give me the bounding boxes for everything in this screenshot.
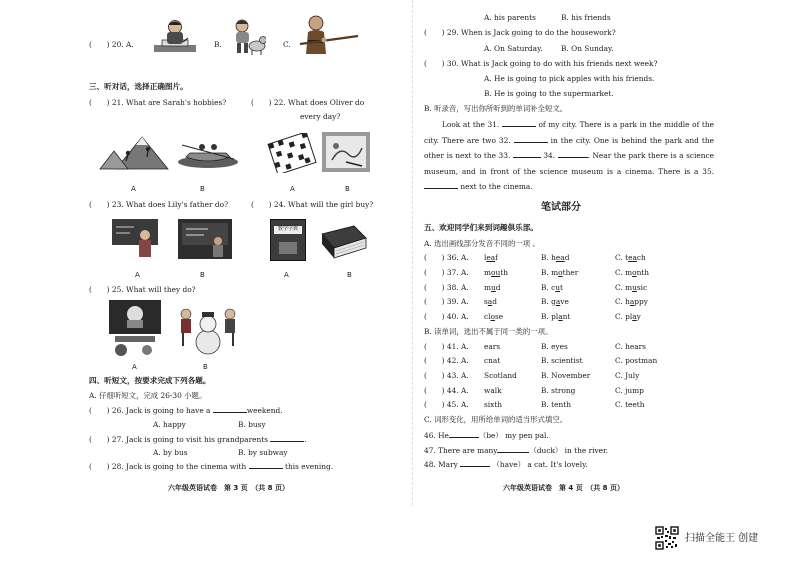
passage-part-6: next to the cinema. — [460, 182, 533, 191]
teacher-picture — [112, 219, 158, 261]
q47-stem: 47. There are many — [424, 446, 498, 455]
section-5-heading: 五、欢迎同学们来到词趣俱乐部。 — [424, 223, 538, 232]
underlined-sound: ea — [486, 253, 496, 262]
underlined-sound: u — [491, 283, 496, 292]
word-part: c — [551, 283, 556, 292]
q28-option-a: A. his parents — [484, 13, 536, 22]
q30-option-b: B. He is going to the supermarket. — [484, 89, 614, 98]
underlined-sound: o — [558, 268, 563, 277]
q21-label-b: B — [200, 185, 205, 193]
underlined-sound: ou — [491, 268, 501, 277]
phonics-option-c-letter: C. — [615, 283, 626, 292]
odd-question-number: ( ) 43. A. — [424, 371, 469, 380]
word-part: m — [551, 268, 559, 277]
word-part: sic — [636, 283, 648, 292]
phonics-option-b-letter: B. — [541, 283, 552, 292]
phonics-option-c-letter: C. — [615, 297, 626, 306]
word-part: th — [500, 268, 508, 277]
odd-option-b: B. scientist — [541, 356, 583, 365]
phonics-option-c — [615, 313, 641, 322]
odd-option-b: B. strong — [541, 386, 576, 395]
scanner-watermark: 扫描全能王 创建 — [685, 533, 759, 544]
q29-option-a: A. On Saturday. — [484, 44, 543, 53]
q26-blank — [213, 406, 247, 413]
blank-32 — [514, 136, 548, 143]
word-part: s — [484, 297, 488, 306]
q28-option-b: B. his friends — [561, 13, 611, 22]
phonics-option-a — [484, 298, 497, 307]
q23-text: ( ) 23. What does Lily's father do? — [89, 200, 229, 209]
underlined-sound: a — [629, 297, 635, 306]
underlined-sound: ea — [555, 253, 565, 262]
dictionary-picture — [318, 224, 370, 262]
q20-number: ( ) 20. A. — [89, 40, 134, 49]
q23-label-a: A — [135, 271, 140, 279]
phonics-question-number: ( ) 39. A. — [424, 297, 469, 306]
q30-text: ( ) 30. What is Jack going to do with his friends next week? — [424, 59, 658, 68]
page-divider — [412, 0, 413, 505]
word-part: g — [551, 297, 556, 306]
q27-option-a: A. by bus — [153, 448, 188, 457]
phonics-option-b-letter: B. — [541, 268, 552, 277]
right-footer: 六年级英语试卷 第 4 页 （共 8 页） — [503, 484, 624, 492]
q26-stem-end: weekend. — [246, 406, 283, 415]
mountain-climbing-picture — [98, 133, 170, 171]
phonics-option-c — [615, 284, 647, 293]
left-footer: 六年级英语试卷 第 3 页 （共 8 页） — [168, 484, 289, 492]
phonics-question-number: ( ) 37. A. — [424, 268, 469, 277]
underlined-sound: a — [632, 312, 637, 321]
underlined-sound: ea — [628, 253, 637, 262]
odd-option-b: B. tenth — [541, 400, 571, 409]
q30-option-a: A. He is going to pick apples with his friends. — [484, 74, 655, 83]
word-part: m — [625, 268, 633, 277]
q22-text-cont: every day? — [300, 112, 341, 121]
q21-label-a: A — [131, 185, 136, 193]
q26-stem: ( ) 26. Jack is going to have a — [89, 406, 211, 415]
passage-part-2: of my city. There is a park in the middle of the city. There are two 32. — [424, 120, 714, 145]
q26-text — [89, 406, 283, 416]
word-part: m — [484, 283, 492, 292]
written-part-heading: 笔试部分 — [541, 202, 581, 213]
q27-text — [89, 435, 307, 445]
odd-option-c: C. teeth — [615, 400, 645, 409]
odd-option-c: C. hears — [615, 342, 646, 351]
section-4-heading: 四、听短文，按要求完成下列各题。 — [89, 376, 211, 385]
q20-option-b: B. — [214, 40, 222, 49]
q48-stem: 48. Mary — [424, 460, 458, 469]
q46-text — [424, 431, 549, 441]
section-3-heading: 三、听对话，选择正确图片。 — [89, 82, 188, 91]
q22-label-b: B — [345, 185, 350, 193]
odd-option-a: sixth — [484, 400, 503, 409]
q28-blank — [249, 462, 283, 469]
book-title: 数学字典 — [274, 226, 302, 234]
word-part: nt — [562, 312, 571, 321]
phonics-option-b-letter: B. — [541, 297, 552, 306]
phonics-option-a — [484, 313, 503, 322]
odd-option-c: C. July — [615, 371, 640, 380]
q25-label-b: B — [203, 363, 208, 371]
underlined-sound: u — [555, 283, 561, 292]
phonics-question-number: ( ) 38. A. — [424, 283, 469, 292]
word-part: h — [625, 297, 630, 306]
word-part: f — [495, 253, 498, 262]
q28-stem: ( ) 28. Jack is going to the cinema with — [89, 462, 247, 471]
phonics-option-a — [484, 269, 508, 278]
section-5a-instruction: A. 选出画线部分发音不同的一项 。 — [424, 239, 540, 248]
word-part: d — [492, 297, 497, 306]
q29-text: ( ) 29. When is Jack going to do the housework? — [424, 28, 616, 37]
odd-option-a: Scotland — [484, 371, 517, 380]
cloze-passage — [424, 117, 714, 195]
word-part: d — [495, 283, 501, 292]
phonics-option-b — [541, 269, 578, 278]
phonics-option-b-letter: B. — [541, 253, 552, 262]
word-part: se — [494, 312, 504, 321]
underlined-sound: a — [558, 312, 563, 321]
q47-text — [424, 446, 608, 456]
word-part: pl — [551, 312, 559, 321]
q21-text: ( ) 21. What are Sarah's hobbies? — [89, 98, 227, 107]
q28-stem-end: this evening. — [285, 462, 334, 471]
computer-game-picture — [109, 300, 161, 358]
phonics-option-b-letter: B. — [541, 312, 552, 321]
q27-option-b: B. by subway — [238, 448, 288, 457]
q48-text — [424, 460, 588, 470]
phonics-option-b — [541, 284, 563, 293]
q25-label-a: A — [132, 363, 137, 371]
odd-option-a: ears — [484, 342, 501, 351]
word-part: pl — [625, 312, 633, 321]
phonics-option-a — [484, 254, 498, 263]
phonics-option-b — [541, 254, 569, 263]
phonics-option-c-letter: C. — [615, 253, 626, 262]
q47-blank — [497, 446, 529, 453]
word-part: m — [484, 268, 492, 277]
odd-option-a: cnat — [484, 356, 501, 365]
phonics-question-number: ( ) 40. A. — [424, 312, 469, 321]
passage-part-3: in the city. One is behind the park and the other is next to the 33. — [424, 135, 714, 160]
odd-option-b: B. November — [541, 371, 591, 380]
word-part: nth — [636, 268, 650, 277]
word-part: t — [625, 253, 629, 262]
q46-blank — [449, 431, 479, 438]
phonics-option-c — [615, 298, 648, 307]
odd-option-b: B. eyes — [541, 342, 568, 351]
odd-option-a: walk — [484, 386, 502, 395]
section-4a-instruction: A. 仔细听短文，完成 26-30 小题。 — [89, 391, 207, 400]
section-5b-instruction: B. 读单词，选出不属于同一类的一项。 — [424, 327, 553, 336]
q47-stem-end: （duck） in the river. — [529, 446, 609, 455]
word-part: d — [564, 253, 570, 262]
word-part: ppy — [634, 297, 648, 306]
q28-text — [89, 462, 333, 472]
word-part: l — [484, 253, 487, 262]
passage-part-1: Look at the 31. — [442, 120, 500, 129]
blank-33 — [513, 151, 541, 158]
phonics-option-b — [541, 313, 570, 322]
q48-blank — [460, 460, 490, 467]
odd-question-number: ( ) 41. A. — [424, 342, 469, 351]
passage-part-5: . Near the park there is a science museum, and in front of the science museum is a cinema. There is a 35. — [424, 151, 715, 176]
word-part: t — [560, 283, 564, 292]
word-part: m — [625, 283, 633, 292]
word-part: ch — [636, 253, 646, 262]
phonics-option-a — [484, 284, 501, 293]
q24-label-b: B — [347, 271, 352, 279]
odd-question-number: ( ) 44. A. — [424, 386, 469, 395]
odd-question-number: ( ) 42. A. — [424, 356, 469, 365]
q22-label-a: A — [290, 185, 295, 193]
phonics-option-c-letter: C. — [615, 312, 626, 321]
snowman-picture — [178, 302, 238, 356]
q27-stem-end: . — [304, 435, 307, 444]
odd-option-c: C. postman — [615, 356, 658, 365]
phonics-question-number: ( ) 36. A. — [424, 253, 469, 262]
underlined-sound: a — [487, 297, 493, 306]
q46-stem-end: （be） my pen pal. — [478, 431, 549, 440]
phonics-option-c — [615, 254, 646, 263]
crossword-puzzle-picture — [266, 133, 320, 173]
phonics-option-b — [541, 298, 569, 307]
section-5c-instruction: C. 词形变化，用所给单词的适当形式填空。 — [424, 415, 568, 424]
boy-writing-picture — [152, 18, 198, 56]
phonics-option-c-letter: C. — [615, 268, 626, 277]
phonics-option-c — [615, 269, 649, 278]
odd-option-c: C. jump — [615, 386, 644, 395]
underlined-sound: a — [555, 297, 561, 306]
painting-picture — [322, 132, 370, 172]
section-b-heading: B. 听录音，写出你所听到的单词补全短文。 — [424, 104, 568, 113]
math-dictionary-book — [270, 219, 306, 261]
q25-text: ( ) 25. What will they do? — [89, 285, 196, 294]
blank-31 — [502, 120, 536, 127]
odd-question-number: ( ) 45. A. — [424, 400, 469, 409]
q22-text: ( ) 22. What does Oliver do — [251, 98, 365, 107]
classroom-blackboard-picture — [178, 219, 232, 259]
boy-with-dog-picture — [224, 18, 266, 58]
q29-option-b: B. On Sunday. — [561, 44, 614, 53]
qr-code-icon — [655, 526, 679, 550]
underlined-sound: o — [490, 312, 495, 321]
blank-34 — [558, 151, 588, 158]
passage-part-4: 34. — [543, 151, 556, 160]
q46-stem: 46. He — [424, 431, 449, 440]
q48-stem-end: （have） a cat. It's lovely. — [492, 460, 588, 469]
rowing-boat-picture — [176, 135, 240, 169]
underlined-sound: o — [632, 268, 637, 277]
word-part: h — [551, 253, 556, 262]
q26-option-b: B. busy — [238, 420, 266, 429]
q20-option-c: C. — [283, 40, 291, 49]
q24-label-a: A — [284, 271, 289, 279]
q26-option-a: A. happy — [153, 420, 186, 429]
underlined-sound: u — [632, 283, 637, 292]
boy-kung-fu-picture — [296, 14, 360, 60]
word-part: cl — [484, 312, 491, 321]
q23-label-b: B — [200, 271, 205, 279]
q24-text: ( ) 24. What will the girl buy? — [251, 200, 374, 209]
word-part: ve — [560, 297, 569, 306]
q27-stem: ( ) 27. Jack is going to visit his grandparents — [89, 435, 269, 444]
blank-35 — [424, 182, 458, 189]
word-part: ther — [562, 268, 579, 277]
word-part: y — [636, 312, 641, 321]
q27-blank — [270, 435, 307, 444]
